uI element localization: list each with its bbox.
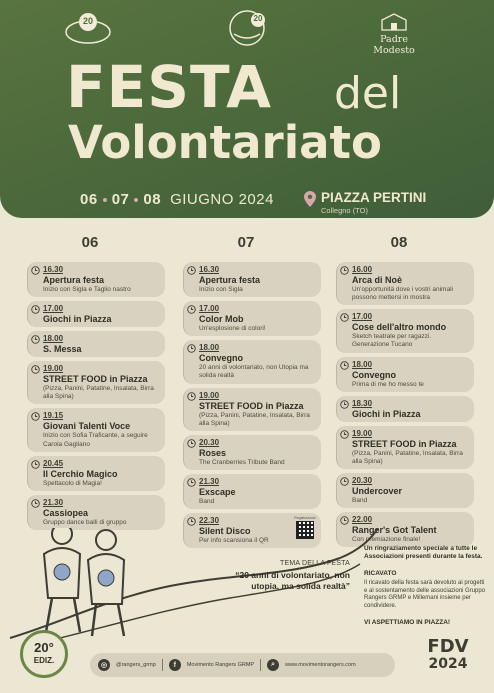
rangers-emblem-icon: [62, 8, 114, 48]
event-time: 16.00: [352, 265, 373, 274]
event-title: Apertura festa: [199, 275, 261, 285]
event-time: 18.00: [352, 359, 373, 369]
event-title: Cassiopea: [43, 507, 89, 518]
event-title: Convegno: [352, 369, 396, 380]
footer-divider: [162, 659, 163, 671]
event-time: 17.00: [199, 304, 220, 314]
event-time: 16.30: [43, 265, 64, 274]
event-description: The Cranberries Tribute Band: [199, 458, 285, 466]
title-volontariato: Volontariato: [68, 116, 382, 169]
date-separator-dot: [134, 198, 138, 202]
event-card: [27, 495, 165, 530]
instagram-icon[interactable]: ◎: [98, 659, 110, 671]
schedule-column-07: [183, 262, 321, 552]
event-card: [336, 309, 474, 352]
event-title: Color Mob: [199, 314, 244, 325]
thanks-intro: Un ringraziamento speciale a tutte le Associazioni presenti durante la festa.: [364, 545, 483, 561]
event-description: (Pizza, Panini, Patatine, Insalata, Birra alla Spina): [352, 449, 463, 465]
thanks-section: [364, 545, 488, 626]
event-dates: [80, 191, 274, 208]
event-time: 17.00: [43, 304, 64, 314]
event-time: 19.00: [352, 428, 373, 438]
event-card: [183, 301, 321, 336]
location-pin-icon: [304, 191, 316, 207]
building-icon: [362, 12, 426, 32]
event-card: [183, 474, 321, 509]
clock-icon: [340, 477, 349, 486]
clock-icon: [31, 460, 40, 469]
event-card: [27, 456, 165, 491]
center-logo-number: 20: [253, 14, 263, 23]
event-time: 20.30: [199, 437, 220, 447]
event-title: Giovani Talenti Voce: [43, 421, 131, 432]
clock-icon: [187, 266, 196, 275]
clock-icon: [187, 439, 196, 448]
edition-badge: [20, 630, 68, 678]
event-description: Spettacolo di Magia!: [43, 479, 102, 487]
header-banner: [0, 0, 494, 218]
clock-icon: [31, 305, 40, 314]
event-time: 20.30: [352, 475, 373, 485]
event-card: [183, 340, 321, 383]
volunteers-icon: [44, 528, 124, 636]
web-search-icon[interactable]: ⌕: [267, 659, 279, 671]
event-title: Roses: [199, 447, 227, 458]
event-title: Cose dell'altro mondo: [352, 322, 447, 333]
title-festa: FESTA: [66, 53, 272, 121]
clock-icon: [187, 344, 196, 353]
event-title: Arca di Noè: [352, 275, 403, 285]
event-card: [183, 262, 321, 297]
event-card: [27, 301, 165, 327]
event-time: 21.30: [43, 497, 64, 507]
clock-icon: [340, 400, 349, 409]
left-logo-number: 20: [82, 16, 93, 26]
clock-icon: [340, 361, 349, 370]
ricavato-text: Il ricavato della festa sarà devoluto ai progetti e al sostentamento delle associazioni Gruppo Rangers GRMP e Millemani insieme per condividere.: [364, 579, 486, 610]
event-card: [27, 331, 165, 357]
clock-icon: [31, 365, 40, 374]
event-title: Undercover: [352, 485, 403, 496]
event-description: Gruppo dance balli di gruppo: [43, 518, 127, 526]
event-description: Band: [352, 496, 368, 504]
event-description: Band: [199, 497, 215, 505]
clock-icon: [187, 392, 196, 401]
date-separator-dot: [103, 198, 107, 202]
event-card: [336, 426, 474, 469]
place-name: PIAZZA PERTINI: [321, 190, 427, 205]
event-description: Un'opportunità dove i vostri animali possono mettersi in mostra: [352, 286, 453, 302]
event-time: 16.30: [199, 265, 220, 274]
event-description: Inizio con Sigla e Taglio nastro: [43, 286, 131, 293]
event-title: STREET FOOD in Piazza: [352, 438, 457, 449]
date-3: 08: [143, 191, 162, 208]
event-card: [27, 408, 165, 451]
ricavato-title: RICAVATO: [364, 569, 397, 577]
day-header-07: 07: [237, 234, 255, 251]
theme-label: TEMA DELLA FESTA: [280, 560, 350, 567]
event-time: 20.45: [43, 458, 64, 468]
clock-icon: [340, 516, 349, 525]
event-card: [336, 357, 474, 392]
event-description: Inizio con Sofia Traficante, a seguire Carola Gagliano: [43, 432, 148, 448]
event-time: 18.30: [352, 398, 373, 408]
clock-icon: [31, 499, 40, 508]
month-year: GIUGNO 2024: [170, 191, 274, 208]
event-time: 21.30: [199, 476, 220, 486]
day-header-06: 06: [81, 234, 99, 251]
clock-icon: [187, 517, 196, 526]
padre-modesto-text: Padre Modesto: [373, 34, 415, 56]
footer-divider: [260, 659, 261, 671]
event-title: S. Messa: [43, 344, 82, 355]
instagram-handle[interactable]: @rangers_grmp: [116, 662, 156, 668]
clock-icon: [187, 305, 196, 314]
event-description: Con premiazione finale!: [352, 536, 421, 543]
schedule-column-08: [336, 262, 474, 551]
padre-modesto-logo: [362, 12, 426, 56]
schedule-column-06: [27, 262, 165, 534]
event-description: Sketch teatrale per ragazzi. Generazione Tucano: [352, 333, 432, 349]
event-description: Inizio con Sigla: [199, 286, 243, 293]
event-title: Giochi in Piazza: [352, 408, 421, 419]
millemani-20-logo: [222, 8, 272, 48]
event-time: 18.00: [43, 334, 64, 344]
fdv-abbr: FDV: [427, 636, 469, 657]
website-link[interactable]: www.movimentorangers.com: [285, 662, 356, 668]
event-title: Silent Disco: [199, 526, 251, 536]
title-del: del: [334, 68, 402, 119]
facebook-icon[interactable]: f: [169, 659, 181, 671]
event-time: 17.00: [352, 312, 373, 322]
event-card: [183, 388, 321, 431]
event-title: Exscape: [199, 486, 236, 497]
event-description: 20 anni di volontariato, non Utopia ma solida realtà: [199, 364, 309, 380]
fdv-mark: [412, 638, 484, 671]
clock-icon: [340, 313, 349, 322]
rangers-20-logo: [62, 8, 114, 48]
clock-icon: [340, 430, 349, 439]
event-time: 22.30: [199, 516, 220, 525]
facebook-page[interactable]: Movimento Rangers GRMP: [186, 662, 255, 668]
event-title: Il Cerchio Magico: [43, 468, 118, 479]
event-title: Apertura festa: [43, 275, 105, 285]
closing-text: VI ASPETTIAMO IN PIAZZA!: [364, 619, 451, 627]
clock-icon: [31, 266, 40, 275]
clock-icon: [31, 335, 40, 344]
event-title: Giochi in Piazza: [43, 314, 112, 325]
date-1: 06: [80, 191, 98, 208]
event-time: 19.00: [199, 390, 220, 400]
clock-icon: [31, 412, 40, 421]
event-description: (Pizza, Panini, Patatine, Insalata, Birra alla Spina): [199, 411, 310, 427]
event-description: Un'esplosione di colori!: [199, 325, 266, 333]
event-card: [336, 473, 474, 508]
date-2: 07: [111, 191, 130, 208]
clock-icon: [340, 266, 349, 275]
event-title: Ranger's Got Talent: [352, 525, 437, 535]
event-location: [304, 190, 426, 215]
event-time: 19.15: [43, 411, 64, 421]
festival-theme: [230, 560, 350, 591]
event-card: [27, 262, 165, 297]
footer-social-bar: [90, 653, 395, 677]
event-description: Prima di me ho messo te: [352, 380, 424, 388]
day-header-08: 08: [390, 234, 408, 251]
event-time: 19.00: [43, 364, 64, 374]
event-description: (Pizza, Panini, Patatine, Insalata, Birra alla Spina): [43, 385, 154, 401]
qr-label: Registrazione: [294, 516, 316, 520]
event-time: 22.00: [352, 515, 373, 524]
edition-number: 20°: [34, 640, 54, 655]
fdv-year: 2024: [428, 656, 468, 672]
event-card: [336, 262, 474, 305]
clock-icon: [187, 478, 196, 487]
event-card: [27, 361, 165, 404]
event-title: STREET FOOD in Piazza: [199, 400, 304, 411]
edition-label: EDIZ.: [33, 656, 55, 665]
event-card: [183, 435, 321, 470]
place-city: Collegno (TO): [321, 206, 368, 215]
theme-quote: “20 anni di volontariato, non utopia, ma solida realtà”: [235, 570, 350, 591]
event-time: 18.00: [199, 343, 220, 353]
event-title: Convegno: [199, 353, 243, 364]
event-description: Per info scansiona il QR: [199, 537, 269, 544]
event-card: [336, 396, 474, 422]
event-title: STREET FOOD in Piazza: [43, 374, 148, 385]
